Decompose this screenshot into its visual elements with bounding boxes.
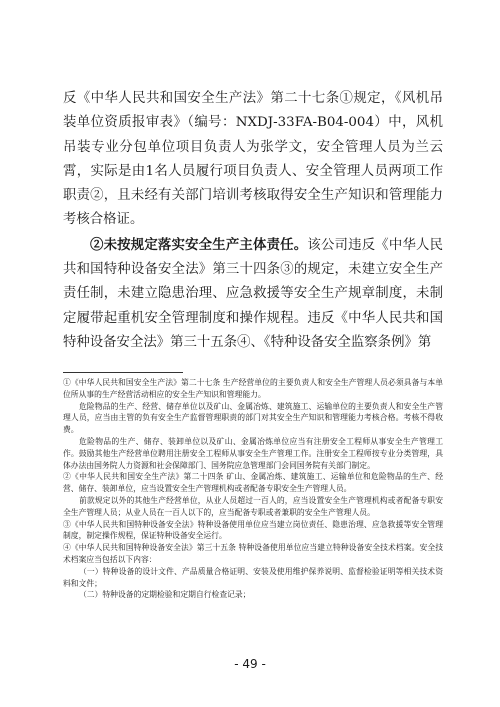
page-number: - 49 - bbox=[234, 657, 266, 671]
footnote-3: ③《中华人民共和国特种设备安全法》特种设备使用单位应当建立岗位责任、隐患治理、应急救援等安全管理制度，制定操作规程，保证特种设备安全运行。 bbox=[63, 519, 443, 541]
footnote-4: ④《中华人民共和国特种设备安全法》第三十五条 特种设备使用单位应当建立特种设备安全技术档案。安全技术档案应当包括以下内容： bbox=[63, 543, 443, 564]
footnote-2: ②《中华人民共和国安全生产法》第二十四条 矿山、金属冶炼、建筑施工、运输单位和危险物品的生产、经营、储存、装卸单位，应当设置安全生产管理机构或者配备专职安全生产管理人员。 bbox=[63, 472, 443, 494]
footnote-1-para-2: 危险物品的生产、经营、储存单位以及矿山、金属冶炼、建筑施工、运输单位的主要负责人和安全生产管理人员，应当由主管的负有安全生产监督管理职责的部门对其安全生产知识和管理能力考核合格。考核不得收费。 bbox=[63, 401, 443, 435]
footnote-1-para-3: 危险物品的生产、储存、装卸单位以及矿山、金属冶炼单位应当有注册安全工程师从事安全生产管理工作。鼓励其他生产经营单位聘用注册安全工程师从事安全生产管理工作。注册安全工程师按专业分类管理，具体办法由国务院人力资源和社会保障部门、国务院应急管理部门会同国务院有关部门制定。 bbox=[63, 436, 443, 470]
footnotes bbox=[63, 377, 443, 601]
paragraph-1: 反《中华人民共和国安全生产法》第二十七条①规定，《风机吊装单位资质报审表》（编号：NXDJ-33FA-B04-004）中，风机吊装专业分包单位项目负责人为张学文，安全管理人员为兰云霄，实际是由1名人员履行项目负责人、安全管理人员两项工作职责②，且未经有关部门培训考核取得安全生产知识和管理能力考核合格证。 bbox=[63, 91, 443, 228]
paragraph-2-heading: ②未按规定落实安全生产主体责任。 bbox=[90, 236, 308, 253]
footnote-2-para-2: 前款规定以外的其他生产经营单位，从业人员超过一百人的，应当设置安全生产管理机构或者配备专职安全生产管理人员；从业人员在一百人以下的，应当配备专职或者兼职的安全生产管理人员。 bbox=[63, 495, 443, 517]
main-body-text bbox=[63, 87, 443, 355]
footnote-separator bbox=[63, 372, 183, 373]
paragraph-2 bbox=[63, 233, 443, 355]
paragraph-2-text: 该公司违反《中华人民共和国特种设备安全法》第三十四条③的规定，未建立安全生产责任制，未建立隐患治理、应急救援等安全生产规章制度，未制定履带起重机安全管理制度和操作规程。违反《中华人民共和国特种设备安全法》第三十五条④、《特种设备安全监察条例》第 bbox=[63, 237, 444, 350]
footnote-4-item-2: （二）特种设备的定期检验和定期自行检查记录； bbox=[79, 590, 251, 600]
footnote-4-item-1: （一）特种设备的设计文件、产品质量合格证明、安装及使用维护保养说明、监督检验证明等相关技术资料和文件； bbox=[63, 566, 443, 588]
footnote-1: ①《中华人民共和国安全生产法》第二十七条 生产经营单位的主要负责人和安全生产管理人员必须具备与本单位所从事的生产经营活动相应的安全生产知识和管理能力。 bbox=[63, 378, 443, 399]
